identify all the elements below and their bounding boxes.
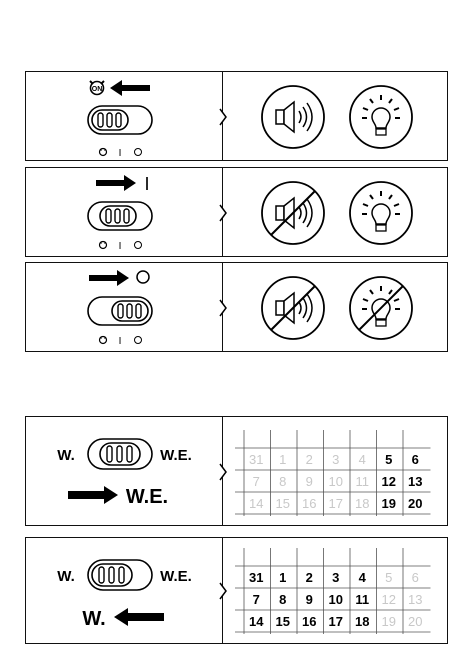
week-switch bbox=[26, 417, 222, 527]
calendar-day: 4 bbox=[358, 452, 366, 467]
svg-text:I: I bbox=[118, 148, 122, 159]
calendar-day: 9 bbox=[305, 474, 313, 489]
slide-switch bbox=[88, 202, 152, 230]
calendar-day: 19 bbox=[381, 614, 396, 629]
slide-switch bbox=[88, 297, 152, 325]
calendar-day: 5 bbox=[385, 452, 393, 467]
mode-panel-alarm-off-light bbox=[25, 167, 448, 257]
selected-mode-label: W.E. bbox=[125, 486, 169, 508]
weekend-label: W.E. bbox=[160, 447, 192, 464]
calendar-day: 13 bbox=[408, 474, 423, 489]
calendar-day: 17 bbox=[328, 614, 343, 629]
switch-position-marks bbox=[100, 336, 142, 347]
switch-position-marks bbox=[100, 148, 142, 159]
calendar-day: 12 bbox=[381, 474, 396, 489]
calendar-day: 19 bbox=[381, 496, 396, 511]
sound-icon bbox=[260, 84, 326, 150]
calendar-grid bbox=[231, 538, 441, 645]
alarm-clock-on-icon bbox=[90, 81, 104, 95]
calendar-day: 2 bbox=[305, 452, 313, 467]
weekday-label: W. bbox=[57, 447, 75, 464]
off-position-icon bbox=[137, 271, 149, 283]
position-one-label: I bbox=[144, 174, 150, 194]
calendar-day: 11 bbox=[355, 474, 369, 489]
on-label: ON bbox=[91, 86, 103, 93]
calendar-day: 11 bbox=[355, 592, 370, 607]
calendar-day: 31 bbox=[249, 452, 264, 467]
calendar-day: 9 bbox=[305, 592, 313, 607]
arrow-right-icon bbox=[96, 175, 136, 191]
svg-text:I: I bbox=[118, 241, 122, 252]
calendar-day: 1 bbox=[279, 570, 287, 585]
slide-switch bbox=[88, 560, 152, 590]
mode-panel-all-off bbox=[25, 262, 448, 352]
calendar-day: 6 bbox=[411, 570, 419, 585]
light-bulb-off-icon bbox=[348, 275, 414, 341]
sound-off-icon bbox=[260, 275, 326, 341]
week-switch bbox=[26, 538, 222, 645]
calendar-day: 14 bbox=[249, 614, 264, 629]
calendar-day: 15 bbox=[275, 614, 290, 629]
calendar-day: 18 bbox=[355, 614, 370, 629]
svg-text:I: I bbox=[118, 336, 122, 347]
week-panel-weekend bbox=[25, 416, 448, 526]
switch-position-marks bbox=[100, 241, 142, 252]
calendar-day: 5 bbox=[385, 570, 393, 585]
calendar-day: 13 bbox=[408, 592, 423, 607]
calendar-day: 10 bbox=[328, 474, 343, 489]
calendar-day: 20 bbox=[408, 496, 423, 511]
notch bbox=[220, 109, 230, 125]
calendar-day: 15 bbox=[275, 496, 290, 511]
calendar-day: 10 bbox=[328, 592, 343, 607]
arrow-left-icon bbox=[114, 608, 164, 626]
arrow-left-icon bbox=[110, 80, 150, 96]
calendar-day: 3 bbox=[332, 452, 340, 467]
calendar-day: 6 bbox=[411, 452, 419, 467]
alarm-on-indicator bbox=[26, 72, 222, 162]
calendar-day: 16 bbox=[302, 614, 317, 629]
calendar-day: 2 bbox=[305, 570, 313, 585]
sound-off-icon bbox=[260, 180, 326, 246]
week-panel-week bbox=[25, 537, 448, 644]
light-bulb-icon bbox=[348, 180, 414, 246]
calendar-day: 4 bbox=[358, 570, 366, 585]
mode-panel-alarm-on bbox=[25, 71, 448, 161]
calendar-day: 12 bbox=[381, 592, 396, 607]
slide-switch bbox=[88, 106, 152, 134]
weekday-label: W. bbox=[57, 568, 75, 585]
calendar-day: 16 bbox=[302, 496, 317, 511]
notch bbox=[220, 300, 230, 316]
alarm-off-indicator bbox=[26, 168, 222, 258]
arrow-right-icon bbox=[68, 486, 118, 504]
calendar-day: 8 bbox=[279, 474, 287, 489]
light-bulb-icon bbox=[348, 84, 414, 150]
calendar-grid bbox=[231, 417, 441, 527]
calendar-day: 7 bbox=[252, 474, 260, 489]
calendar-day: 20 bbox=[408, 614, 423, 629]
selected-mode-label: W. bbox=[82, 608, 106, 630]
calendar-day: 17 bbox=[328, 496, 343, 511]
calendar-day: 31 bbox=[249, 570, 264, 585]
calendar-day: 3 bbox=[332, 570, 340, 585]
calendar-day: 8 bbox=[279, 592, 287, 607]
slide-switch bbox=[88, 439, 152, 469]
calendar-day: 18 bbox=[355, 496, 370, 511]
calendar-day: 1 bbox=[279, 452, 287, 467]
calendar-day: 14 bbox=[249, 496, 264, 511]
notch bbox=[220, 205, 230, 221]
all-off-indicator bbox=[26, 263, 222, 353]
arrow-right-icon bbox=[89, 270, 129, 286]
calendar-day: 7 bbox=[252, 592, 260, 607]
weekend-label: W.E. bbox=[160, 568, 192, 585]
